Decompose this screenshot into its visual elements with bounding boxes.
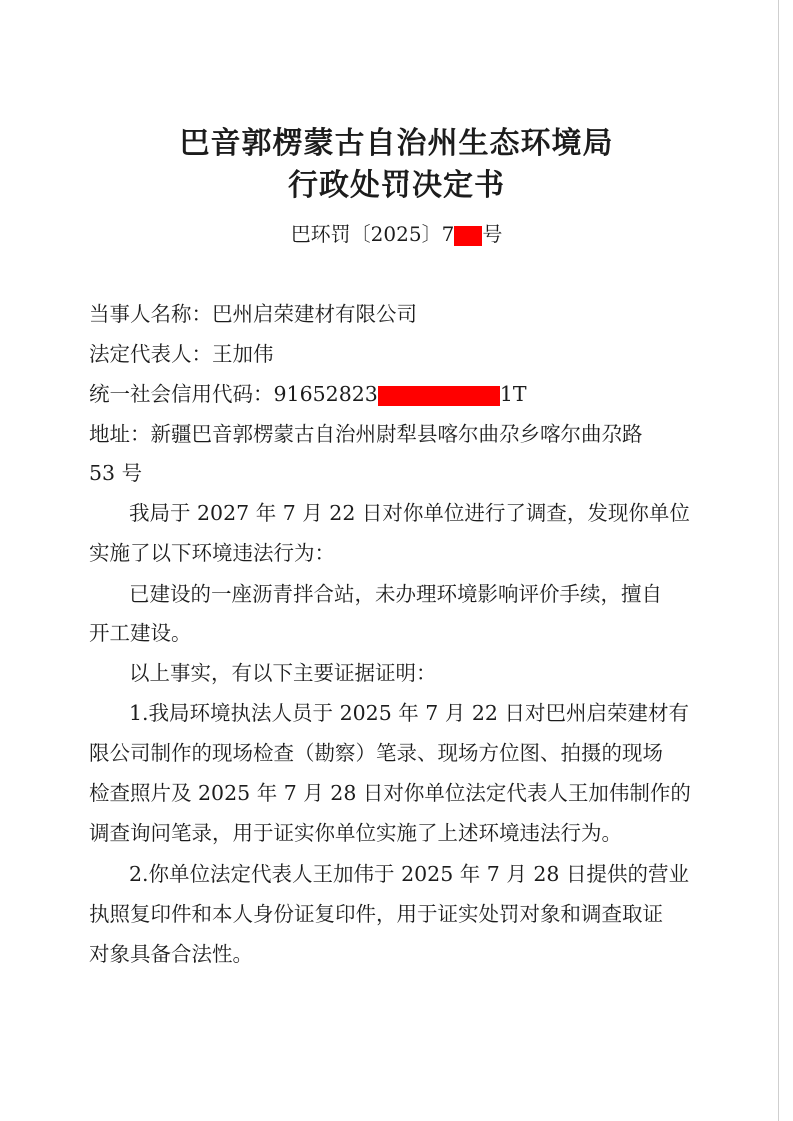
doc-no-suffix: 号 [482, 222, 503, 246]
credit-code-prefix: 91652823 [273, 382, 378, 406]
credit-code-row [89, 377, 527, 407]
address-row [89, 417, 643, 447]
party-name-value: 巴州启荣建材有限公司 [212, 302, 417, 326]
credit-code-suffix: 1T [499, 382, 527, 406]
legal-rep-label: 法定代表人： [89, 342, 212, 366]
evidence2-line-3: 对象具备合法性。 [89, 942, 253, 966]
para2-line-2: 开工建设。 [89, 621, 192, 645]
para2-line-1: 已建设的一座沥青拌合站，未办理环境影响评价手续，擅自 [129, 582, 662, 606]
address-value-line-1: 新疆巴音郭楞蒙古自治州尉犁县喀尔曲尕乡喀尔曲尕路 [150, 422, 643, 446]
address-value-line-2: 53 号 [89, 461, 143, 485]
para3-line-1: 以上事实，有以下主要证据证明： [129, 661, 437, 685]
party-name-row [89, 297, 417, 327]
address-label: 地址： [89, 422, 151, 446]
evidence2-line-2: 执照复印件和本人身份证复印件，用于证实处罚对象和调查取证 [89, 902, 663, 926]
evidence1-line-1: 1.我局环境执法人员于 2025 年 7 月 22 日对巴州启荣建材有 [129, 701, 689, 725]
evidence1-line-2: 限公司制作的现场检查（勘察）笔录、现场方位图、拍摄的现场 [89, 741, 663, 765]
title-line-2: 行政处罚决定书 [288, 168, 505, 203]
legal-rep-value: 王加伟 [212, 342, 274, 366]
party-name-label: 当事人名称： [89, 302, 212, 326]
title-line-1: 巴音郭楞蒙古自治州生态环境局 [179, 126, 614, 161]
legal-rep-row [89, 337, 274, 367]
para1-line-1: 我局于 2027 年 7 月 22 日对你单位进行了调查，发现你单位 [129, 501, 690, 525]
evidence1-line-3: 检查照片及 2025 年 7 月 28 日对你单位法定代表人王加伟制作的 [89, 781, 691, 805]
doc-no-prefix: 巴环罚〔2025〕7 [290, 222, 455, 246]
para1-line-2: 实施了以下环境违法行为： [89, 541, 335, 565]
redaction-credit-code [378, 386, 500, 406]
credit-code-label: 统一社会信用代码： [89, 382, 274, 406]
evidence2-line-1: 2.你单位法定代表人王加伟于 2025 年 7 月 28 日提供的营业 [129, 862, 689, 886]
document-number [0, 218, 793, 247]
evidence1-line-4: 调查询问笔录，用于证实你单位实施了上述环境违法行为。 [89, 821, 622, 845]
redaction-doc-no [454, 226, 482, 246]
